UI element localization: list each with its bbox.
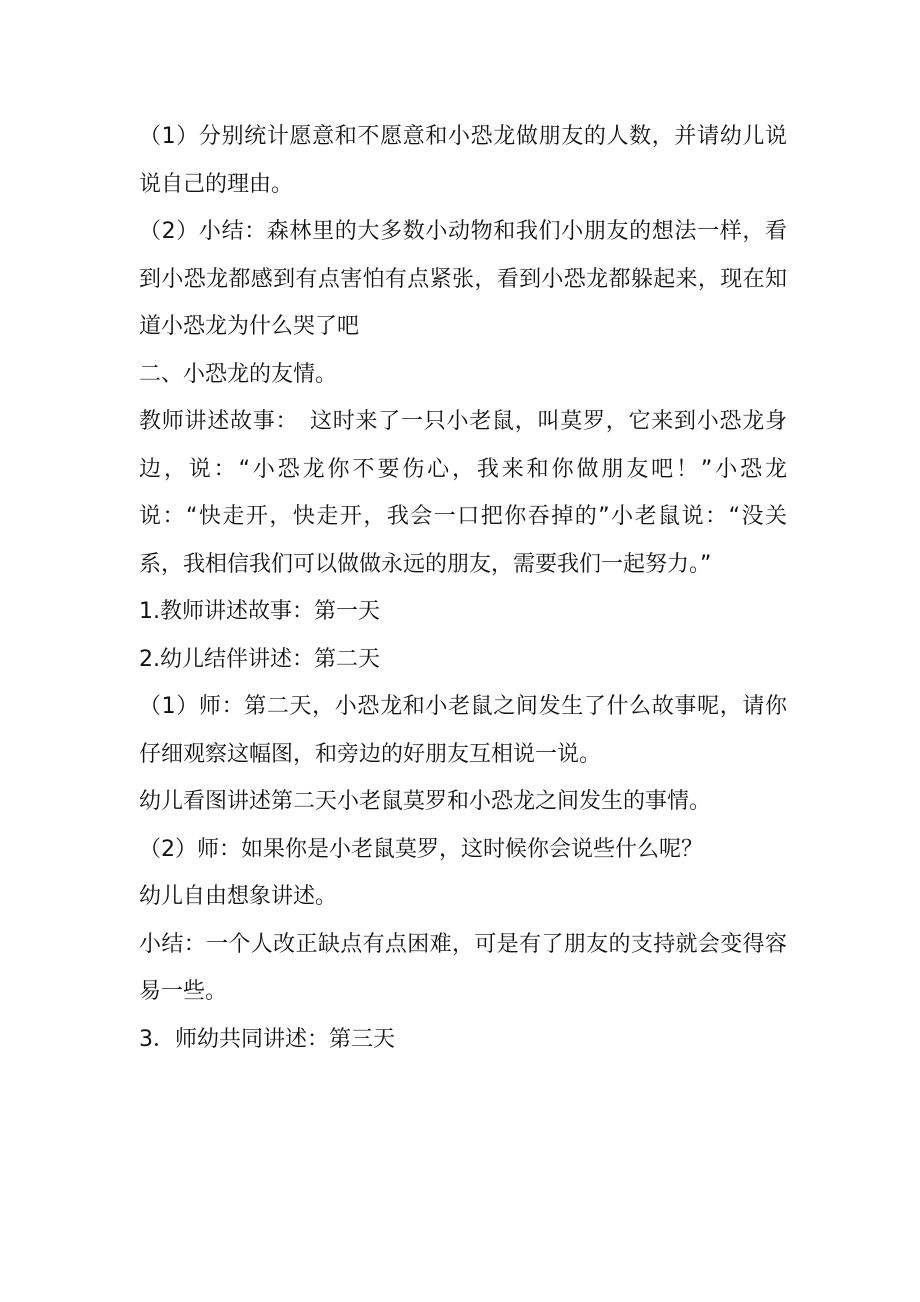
paragraph-stats-reasons: （1）分别统计愿意和不愿意和小恐龙做朋友的人数，并请幼儿说说自己的理由。 — [139, 124, 787, 197]
document-body — [139, 113, 787, 1063]
paragraph-summary-friends: 小结：一个人改正缺点有点困难，可是有了朋友的支持就会变得容易一些。 — [139, 931, 787, 1004]
paragraph-day-two-retell: 幼儿看图讲述第二天小老鼠莫罗和小恐龙之间发生的事情。 — [139, 789, 712, 814]
step-day-one: 1.教师讲述故事：第一天 — [139, 599, 380, 624]
paragraph-story-intro: 教师讲述故事： 这时来了一只小老鼠，叫莫罗，它来到小恐龙身边，说：“小恐龙你不要伤心，我来和你做朋友吧！”小恐龙说：“快走开，快走开，我会一口把你吞掉的”小老鼠说：“没关系，我相信我们可以做做永远的朋友，需要我们一起努力。” — [139, 409, 787, 577]
paragraph-free-imagination: 幼儿自由想象讲述。 — [139, 884, 338, 909]
paragraph-summary-fear: （2）小结：森林里的大多数小动物和我们小朋友的想法一样，看到小恐龙都感到有点害怕有点紧张，看到小恐龙都躲起来，现在知道小恐龙为什么哭了吧 — [139, 219, 787, 339]
paragraph-what-would-you-say: （2）师：如果你是小老鼠莫罗，这时候你会说些什么呢？ — [139, 836, 703, 862]
section-heading-friendship: 二、小恐龙的友情。 — [139, 361, 338, 387]
step-day-three: 3．师幼共同讲述：第三天 — [139, 1026, 395, 1052]
step-day-two: 2.幼儿结伴讲述：第二天 — [139, 646, 380, 672]
paragraph-day-two-question: （1）师：第二天，小恐龙和小老鼠之间发生了什么故事呢，请你仔细观察这幅图，和旁边的好朋友互相说一说。 — [139, 694, 787, 767]
